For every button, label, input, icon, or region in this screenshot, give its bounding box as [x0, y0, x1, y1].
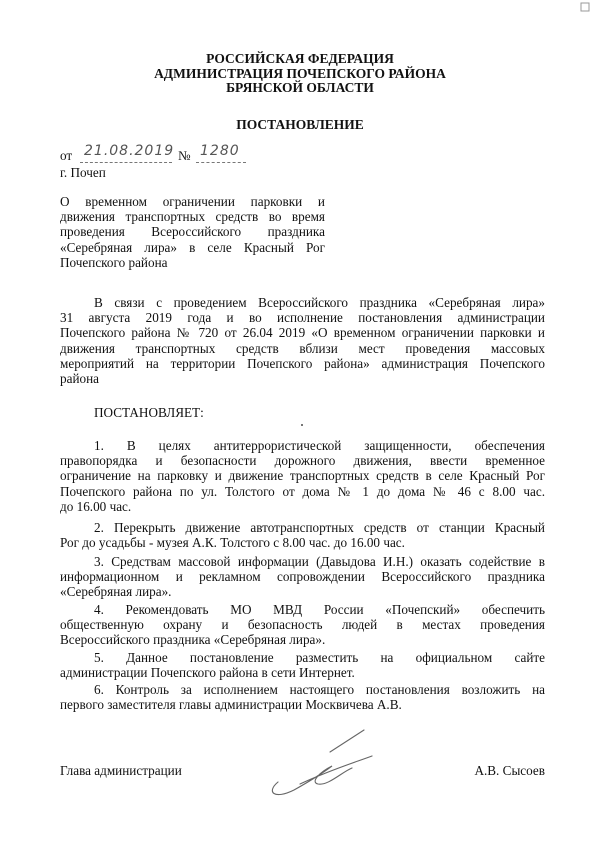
item-line: правопорядка и безопасности дорожного движения, ввести временное [60, 453, 545, 469]
item-4 [60, 602, 545, 648]
preamble-line: движения транспортных средств вблизи мест проведения массовых [60, 340, 545, 356]
preamble-paragraph [60, 295, 545, 386]
item-line: Рог до усадьбы - музея А.К. Толстого с 8.00 час. до 16.00 час. [60, 535, 405, 551]
city-name: г. Почеп [60, 165, 106, 180]
item-line: 6. Контроль за исполнением настоящего постановления возложить на [94, 682, 545, 697]
subject-block [60, 194, 325, 270]
subject-line: проведения Всероссийского праздника [60, 224, 325, 240]
item-line: 2. Перекрыть движение автотранспортных средств от станции Красный [94, 520, 545, 535]
scan-corner-mark [580, 2, 590, 12]
date-from-label: от [60, 148, 73, 163]
resolve-heading: ПОСТАНОВЛЯЕТ: [94, 405, 204, 420]
subject-line: движения транспортных средств во время [60, 209, 325, 225]
item-line: 3. Средствам массовой информации (Давыдова И.Н.) оказать содействие в [94, 554, 545, 569]
subject-line: «Серебряная лира» в селе Красный Рог [60, 239, 325, 255]
handwritten-date: 21.08.2019 [84, 143, 175, 159]
handwritten-number: 1280 [200, 143, 240, 159]
item-line: 4. Рекомендовать МО МВД России «Почепский» обеспечить [94, 602, 545, 617]
header-line-country: РОССИЙСКАЯ ФЕДЕРАЦИЯ [206, 51, 394, 66]
preamble-line: района [60, 371, 100, 387]
subject-line: О временном ограничении парковки и [60, 194, 325, 209]
item-line: первого заместителя главы администрации Москвичева А.В. [60, 697, 402, 713]
preamble-line: мероприятий на территории Почепского района» администрация Почепского [60, 355, 545, 371]
subject-line: Почепского района [60, 254, 168, 270]
item-line: 5. Данное постановление разместить на официальном сайте [94, 650, 545, 665]
item-line: администрации Почепского района в сети Интернет. [60, 665, 355, 681]
preamble-line: Почепского района № 720 от 26.04 2019 «О временном ограничении парковки и [60, 325, 545, 341]
item-1 [60, 438, 545, 514]
date-underline [80, 162, 172, 163]
preamble-line: 31 августа 2019 года и во исполнение постановления администрации [60, 310, 545, 326]
item-6 [60, 682, 545, 712]
signatory-name: А.В. Сысоев [474, 763, 545, 778]
signatory-position: Глава администрации [60, 763, 182, 778]
item-line: ограничение на парковку и движение транспортных средств в селе Красный Рог [60, 468, 545, 484]
org-header [0, 52, 600, 96]
item-5 [60, 650, 545, 680]
item-line: Почепского района по ул. Толстого от дома № 1 до дома № 46 с 8.00 час. [60, 483, 545, 499]
item-line: «Серебряная лира». [60, 584, 172, 600]
item-2 [60, 520, 545, 550]
item-3 [60, 554, 545, 600]
item-line: общественную охрану и безопасность людей в местах проведения [60, 617, 545, 633]
item-line: информационном и рекламном сопровождении Всероссийского праздника [60, 569, 545, 585]
item-line: до 16.00 час. [60, 498, 132, 514]
header-line-admin: АДМИНИСТРАЦИЯ ПОЧЕПСКОГО РАЙОНА [154, 65, 446, 81]
number-label: № [178, 148, 191, 163]
scan-speck [301, 424, 303, 426]
item-line: 1. В целях антитеррористической защищенности, обеспечения [94, 438, 545, 453]
handwritten-signature [260, 722, 380, 802]
header-line-region: БРЯНСКОЙ ОБЛАСТИ [226, 80, 374, 95]
date-number-line [60, 144, 360, 166]
preamble-line: В связи с проведением Всероссийского праздника «Серебряная лира» [94, 295, 545, 310]
document-type-title: ПОСТАНОВЛЕНИЕ [236, 117, 364, 132]
item-line: Всероссийского праздника «Серебряная лира». [60, 632, 326, 648]
number-underline [196, 162, 246, 163]
